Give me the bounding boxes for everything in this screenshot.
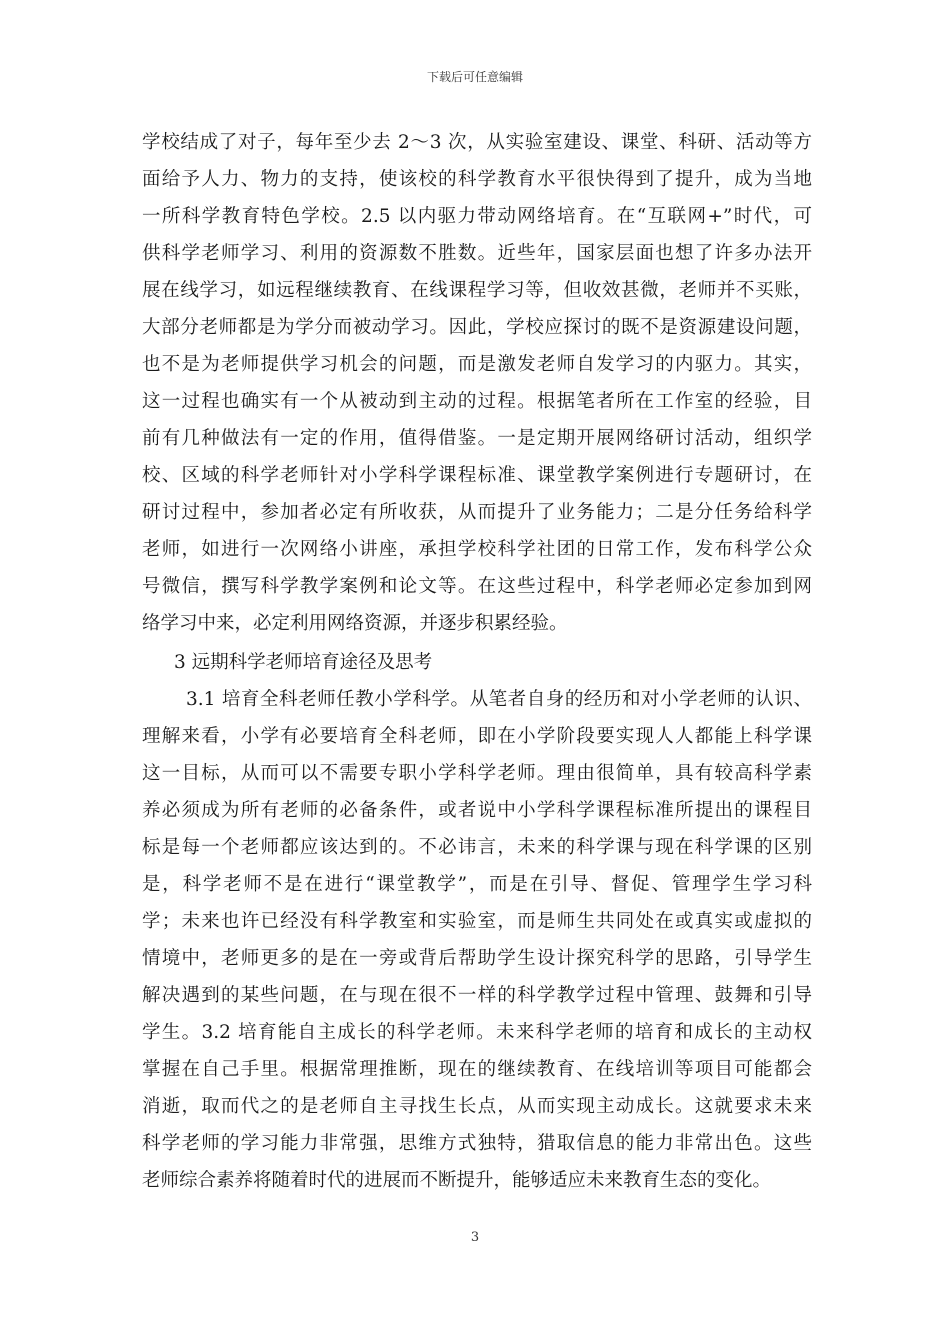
paragraph-line: 这一过程也确实有一个从被动到主动的过程。根据笔者所在工作室的经验，目: [142, 391, 812, 412]
page-number: 3: [470, 1230, 480, 1245]
paragraph-line: 号微信，撰写科学教学案例和论文等。在这些过程中，科学老师必定参加到网: [142, 576, 812, 597]
paragraph-line: 科学老师的学习能力非常强，思维方式独特，猎取信息的能力非常出色。这些: [142, 1133, 812, 1154]
paragraph-line: 络学习中来，必定利用网络资源，并逐步积累经验。: [142, 613, 568, 634]
paragraph-line: 展在线学习，如远程继续教育、在线课程学习等，但收效甚微，老师并不买账，: [142, 280, 812, 301]
paragraph-line: 标是每一个老师都应该达到的。不必讳言，未来的科学课与现在科学课的区别: [142, 837, 812, 858]
paragraph-line: 面给予人力、物力的支持，使该校的科学教育水平很快得到了提升，成为当地: [142, 169, 812, 190]
paragraph-line: 校、区域的科学老师针对小学科学课程标准、课堂教学案例进行专题研讨，在: [142, 465, 812, 486]
paragraph-line: 老师综合素养将随着时代的进展而不断提升，能够适应未来教育生态的变化。: [142, 1170, 772, 1191]
paragraph-line: 这一目标，从而可以不需要专职小学科学老师。理由很简单，具有较高科学素: [142, 763, 812, 784]
section-heading: 3 远期科学老师培育途径及思考: [174, 652, 433, 673]
paragraph-line: 掌握在自己手里。根据常理推断，现在的继续教育、在线培训等项目可能都会: [142, 1059, 812, 1080]
paragraph-line: 也不是为老师提供学习机会的问题，而是激发老师自发学习的内驱力。其实，: [142, 354, 812, 375]
paragraph-line: 供科学老师学习、利用的资源数不胜数。近些年，国家层面也想了许多办法开: [142, 243, 812, 264]
paragraph-line: 学校结成了对子，每年至少去 2～3 次，从实验室建设、课堂、科研、活动等方: [142, 132, 812, 153]
paragraph-line: 情境中，老师更多的是在一旁或背后帮助学生设计探究科学的思路，引导学生: [142, 948, 812, 969]
paragraph-2: [142, 681, 812, 1199]
paragraph-line: 解决遇到的某些问题，在与现在很不一样的科学教学过程中管理、鼓舞和引导: [142, 985, 812, 1006]
paragraph-line: 研讨过程中，参加者必定有所收获，从而提升了业务能力；二是分任务给科学: [142, 502, 812, 523]
paragraph-line: 学；未来也许已经没有科学教室和实验室，而是师生共同处在或真实或虚拟的: [142, 911, 812, 932]
paragraph-line: 3.1 培育全科老师任教小学科学。从笔者自身的经历和对小学老师的认识、: [186, 689, 812, 710]
paragraph-1: [142, 124, 812, 642]
paragraph-line: 养必须成为所有老师的必备条件，或者说中小学科学课程标准所提出的课程目: [142, 800, 812, 821]
paragraph-line: 前有几种做法有一定的作用，值得借鉴。一是定期开展网络研讨活动，组织学: [142, 428, 812, 449]
paragraph-line: 理解来看，小学有必要培育全科老师，即在小学阶段要实现人人都能上科学课: [142, 726, 812, 747]
paragraph-line: 一所科学教育特色学校。2.5 以内驱力带动网络培育。在“互联网+”时代，可: [142, 206, 812, 227]
paragraph-line: 是，科学老师不是在进行“课堂教学”，而是在引导、督促、管理学生学习科: [142, 874, 812, 895]
paragraph-line: 大部分老师都是为学分而被动学习。因此，学校应探讨的既不是资源建设问题，: [142, 317, 812, 338]
page-header: 下载后可任意编辑: [426, 70, 523, 84]
paragraph-line: 学生。3.2 培育能自主成长的科学老师。未来科学老师的培育和成长的主动权: [142, 1022, 812, 1043]
paragraph-line: 老师，如进行一次网络小讲座，承担学校科学社团的日常工作，发布科学公众: [142, 539, 812, 560]
paragraph-line: 消逝，取而代之的是老师自主寻找生长点，从而实现主动成长。这就要求未来: [142, 1096, 812, 1117]
